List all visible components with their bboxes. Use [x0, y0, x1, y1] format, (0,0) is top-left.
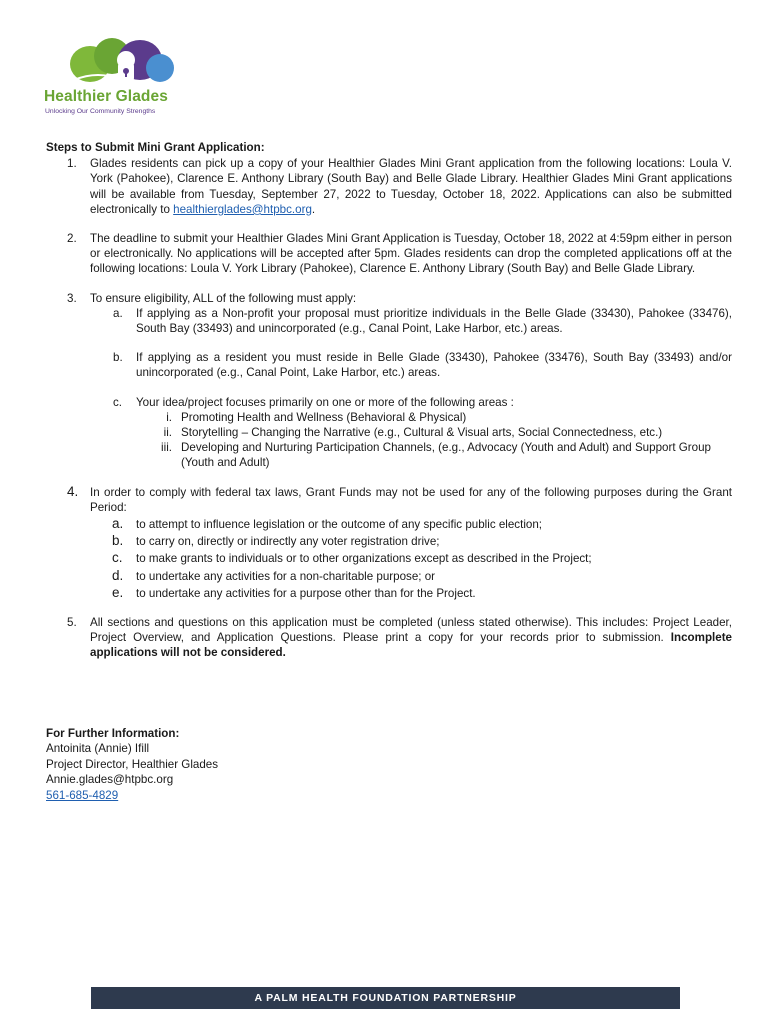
steps-heading: Steps to Submit Mini Grant Application:	[46, 141, 265, 154]
focus-area-item	[136, 425, 732, 440]
step-1	[46, 156, 732, 217]
purpose-marker: c.	[112, 550, 123, 566]
focus-area-item	[136, 410, 732, 425]
focus-area-text: Promoting Health and Wellness (Behavioral & Physical)	[181, 410, 467, 424]
focus-area-text: Developing and Nurturing Participation Channels, (e.g., Advocacy (Youth and Adult) and Support Group (Youth and Adult)	[181, 441, 711, 470]
contact-email: Annie.glades@htpbc.org	[46, 773, 174, 787]
step-5-warning: Incomplete applications will not be considered.	[90, 631, 732, 660]
step-number: 5.	[67, 616, 77, 630]
step-number: 4.	[67, 483, 79, 499]
step-3-text: To ensure eligibility, ALL of the following must apply:	[90, 291, 357, 305]
step-1-text: Glades residents can pick up a copy of your Healthier Glades Mini Grant application from the following locations: Loula V. York (Pahokee), Clarence E. Anthony Library (South Bay) and Belle Glade Library. Healthier Glades Mini Grant applications will be available from Tuesday, September 27, 2022 to Tuesday, October 18, 2022. Applications can also be submitted electronically to	[90, 157, 732, 216]
contact-role: Project Director, Healthier Glades	[46, 757, 219, 771]
item-marker: a.	[113, 306, 123, 320]
item-marker: b.	[113, 351, 123, 365]
eligibility-item	[90, 350, 732, 380]
eligibility-item	[90, 306, 732, 336]
focus-areas-list	[136, 410, 732, 471]
purpose-marker: e.	[112, 584, 124, 600]
step-5	[46, 615, 732, 661]
item-text: If applying as a Non-profit your proposal must prioritize individuals in the Belle Glade (33430), Pahokee (33476), South Bay (33493) and unincorporated (e.g., Canal Point, Lake Harbor, etc.) areas.	[136, 306, 732, 336]
step-number: 3.	[67, 291, 77, 305]
step-5-text: All sections and questions on this application must be completed (unless stated otherwise). This includes: Project Leader, Project Overview, and Application Questions. Please print a copy for your records prior to submission.	[90, 616, 732, 645]
item-marker: c.	[113, 395, 123, 409]
focus-area-item	[136, 440, 732, 470]
purpose-item	[90, 551, 732, 566]
healthier-glades-logo	[40, 36, 215, 122]
step-2	[46, 231, 732, 277]
contact-phone-link[interactable]: 561-685-4829	[46, 788, 119, 802]
step-3	[46, 291, 732, 471]
purpose-text: to attempt to influence legislation or the outcome of any specific public election;	[136, 518, 543, 532]
purpose-text: to undertake any activities for a purpose other than for the Project.	[136, 586, 476, 600]
email-link[interactable]: healthierglades@htpbc.org	[173, 202, 312, 216]
restricted-purposes-list	[90, 517, 732, 601]
steps-section	[46, 140, 732, 675]
roman-marker: i.	[166, 410, 172, 424]
step-number: 1.	[67, 157, 77, 171]
purpose-item	[90, 586, 732, 601]
contact-name: Antoinita (Annie) Ifill	[46, 742, 150, 756]
steps-list	[46, 156, 732, 660]
step-1-end: .	[311, 202, 316, 216]
item-text: If applying as a resident you must reside in Belle Glade (33430), Pahokee (33476), South Bay (33493) and/or unincorporated (e.g., Canal Point, Lake Harbor, etc.) areas.	[136, 351, 732, 380]
contact-block	[46, 726, 218, 803]
roman-marker: ii.	[163, 426, 172, 440]
focus-area-text: Storytelling – Changing the Narrative (e.g., Cultural & Visual arts, Social Connectedness, etc.)	[181, 426, 663, 440]
logo-tagline: Unlocking Our Community Strengths	[45, 108, 156, 115]
purpose-text: to undertake any activities for a non-charitable purpose; or	[136, 569, 436, 583]
step-number: 2.	[67, 232, 77, 246]
logo-title: Healthier Glades	[44, 88, 168, 105]
purpose-marker: b.	[112, 533, 124, 549]
purpose-text: to make grants to individuals or to other organizations except as described in the Project;	[136, 552, 592, 566]
purpose-marker: a.	[112, 516, 124, 532]
contact-title: For Further Information:	[46, 727, 180, 740]
eligibility-item	[90, 395, 732, 471]
logo-emblem-icon	[68, 36, 178, 88]
item-text: Your idea/project focuses primarily on one or more of the following areas :	[136, 395, 514, 409]
purpose-item	[90, 569, 732, 584]
purpose-marker: d.	[112, 567, 124, 583]
purpose-item	[90, 534, 732, 549]
eligibility-list	[90, 306, 732, 471]
footer-banner: A PALM HEALTH FOUNDATION PARTNERSHIP	[91, 987, 680, 1009]
step-2-text: The deadline to submit your Healthier Glades Mini Grant Application is Tuesday, October 18, 2022 at 4:59pm either in person or electronically. No applications will be accepted after 5pm. Glades residents can drop the completed applications off at the following locations: Loula V. York Library (Pahokee), Clarence E. Anthony Library (South Bay) and Belle Glade Library.	[90, 232, 732, 276]
step-4-text: In order to comply with federal tax laws, Grant Funds may not be used for any of the following purposes during the Grant Period:	[90, 485, 732, 514]
purpose-text: to carry on, directly or indirectly any voter registration drive;	[136, 535, 440, 549]
step-4	[46, 485, 732, 601]
roman-marker: iii.	[161, 441, 172, 455]
purpose-item	[90, 517, 732, 532]
